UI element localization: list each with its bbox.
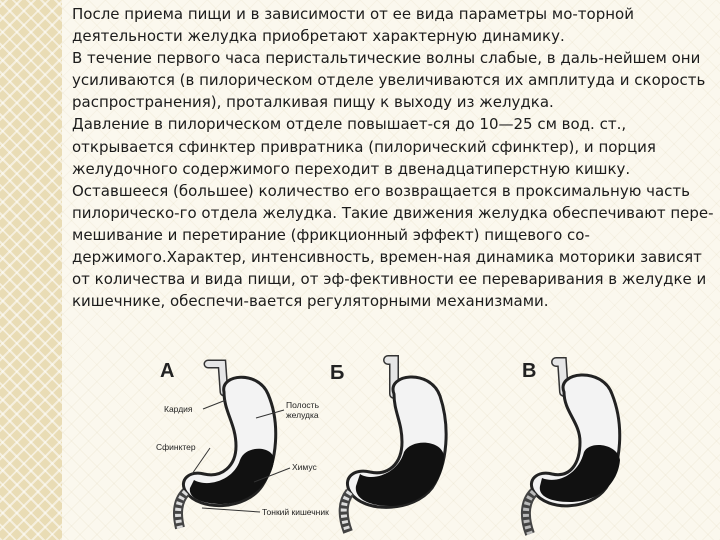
panel-b-label: Б bbox=[330, 362, 345, 384]
stomach-cavity-label: Полость желудка bbox=[286, 400, 320, 420]
small-intestine-label: Тонкий кишечник bbox=[262, 507, 329, 517]
decorative-side-stripe bbox=[0, 0, 62, 540]
paragraph-4: Оставшееся (большее) количество его возвращается в проксимальную часть пилорическо-го отдела желудка. Такие движения желудка обеспечивают пере-мешивание и перетирание (фрикционный эффект) пищевого со-держимого.Характер, интенсивность, времен-ная динамика моторики зависят от количества и вида пищи, от эф-фективности ее переваривания в желудке и кишечнике, обеспечи-вается регуляторными механизмами. bbox=[72, 181, 714, 311]
sphincter-label: Сфинктер bbox=[156, 442, 196, 452]
paragraph-1: После приема пищи и в зависимости от ее вида параметры мо-торной деятельности желудка приобретают характерную динамику. bbox=[72, 5, 634, 46]
stomach-diagram-c bbox=[526, 362, 620, 534]
panel-a-label: А bbox=[160, 360, 175, 382]
paragraph-3: Давление в пилорическом отделе повышает-ся до 10—25 см вод. ст., открывается сфинктер привратника (пилорический сфинктер), и порция желудочного содержимого переходит в двенадцатиперстную кишку. bbox=[72, 115, 656, 178]
body-text bbox=[72, 3, 714, 312]
cardia-label: Кардия bbox=[164, 404, 193, 414]
paragraph-2: В течение первого часа перистальтические волны слабые, в даль-нейшем они усиливаются (в пилорическом отделе увеличиваются их амплитуда и скорость распространения), проталкивая пищу к выходу из желудка. bbox=[72, 49, 706, 112]
stomach-diagrams bbox=[150, 352, 718, 540]
panel-c-label: В bbox=[522, 360, 537, 382]
stomach-motility-figure bbox=[150, 352, 718, 540]
stomach-diagram-b bbox=[344, 360, 446, 532]
chyme-label: Химус bbox=[292, 462, 317, 472]
